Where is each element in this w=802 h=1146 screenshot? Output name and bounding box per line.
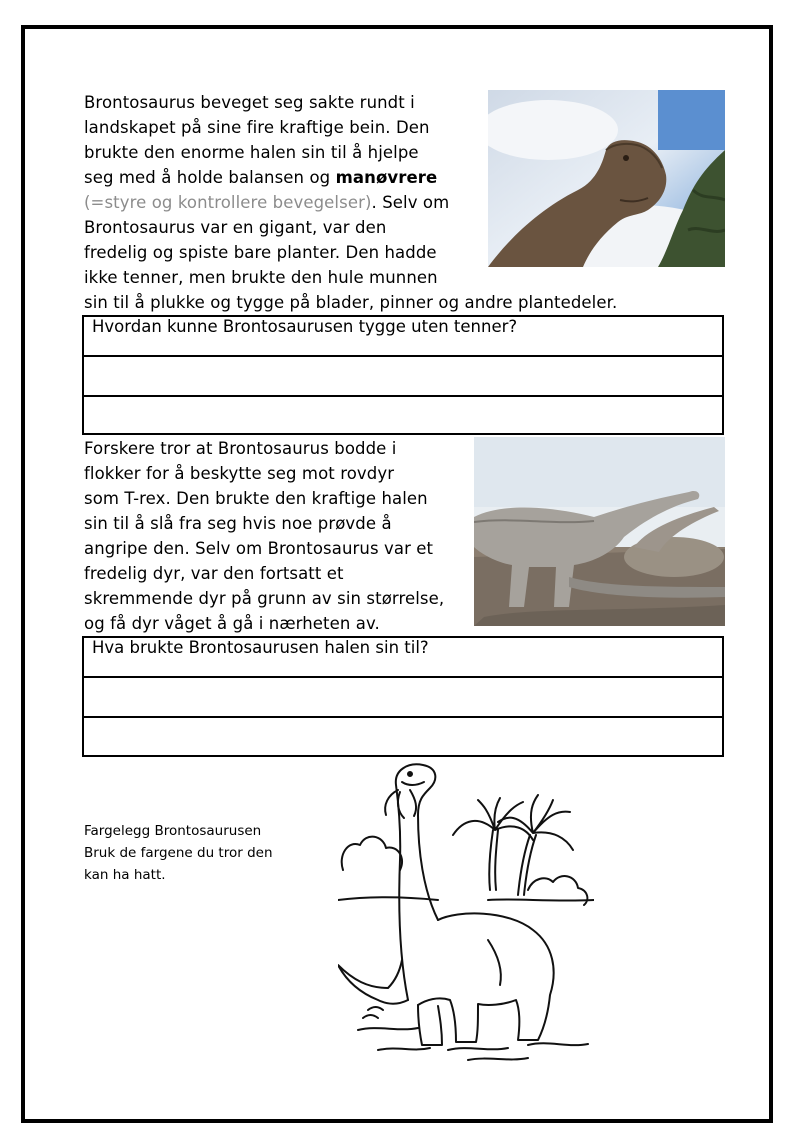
text-line: ikke tenner, men brukte den hule munnen xyxy=(84,268,438,287)
brontosaurus-head-photo xyxy=(488,90,725,267)
coloring-instructions xyxy=(84,820,273,886)
text-line: fredelig dyr, var den fortsatt et xyxy=(84,564,344,583)
text-line: landskapet på sine fire kraftige bein. Den xyxy=(84,118,430,137)
question-table-2 xyxy=(82,636,724,757)
brontosaurus-herd-photo xyxy=(474,437,725,626)
question-row xyxy=(84,638,722,678)
answer-line[interactable] xyxy=(84,357,722,397)
text-line: som T-rex. Den brukte den kraftige halen xyxy=(84,489,428,508)
text-line: sin til å plukke og tygge på blader, pinner og andre plantedeler. xyxy=(84,293,618,312)
text-line: Brontosaurus beveget seg sakte rundt i xyxy=(84,93,415,112)
text-line: Brontosaurus var en gigant, var den xyxy=(84,218,387,237)
text-line: Bruk de fargene du tror den xyxy=(84,845,273,861)
question-table-1 xyxy=(82,315,724,435)
answer-line[interactable] xyxy=(84,718,722,755)
text-line: angripe den. Selv om Brontosaurus var et xyxy=(84,539,434,558)
text-line: og få dyr våget å gå i nærheten av. xyxy=(84,614,380,633)
text-line: Forskere tror at Brontosaurus bodde i xyxy=(84,439,397,458)
text-line: brukte den enorme halen sin til å hjelpe xyxy=(84,143,419,162)
definition-note: (=styre og kontrollere bevegelser) xyxy=(84,193,372,212)
question-row xyxy=(84,317,722,357)
bold-term: manøvrere xyxy=(335,168,438,187)
question-text: Hva brukte Brontosaurusen halen sin til? xyxy=(92,638,429,657)
text-line: kan ha hatt. xyxy=(84,867,166,883)
paragraph-herds xyxy=(84,436,444,636)
text-fragment: seg med å holde balansen og xyxy=(84,168,336,187)
question-text: Hvordan kunne Brontosaurusen tygge uten tenner? xyxy=(92,317,518,336)
text-line: Fargelegg Brontosaurusen xyxy=(84,823,262,839)
text-line: skremmende dyr på grunn av sin størrelse, xyxy=(84,589,445,608)
text-line: flokker for å beskytte seg mot rovdyr xyxy=(84,464,395,483)
brontosaurus-coloring-drawing xyxy=(338,760,594,1065)
text-line: fredelig og spiste bare planter. Den hadde xyxy=(84,243,437,262)
text-line: sin til å slå fra seg hvis noe prøvde å xyxy=(84,514,392,533)
answer-line[interactable] xyxy=(84,397,722,433)
answer-line[interactable] xyxy=(84,678,722,718)
text-fragment: . Selv om xyxy=(371,193,450,212)
